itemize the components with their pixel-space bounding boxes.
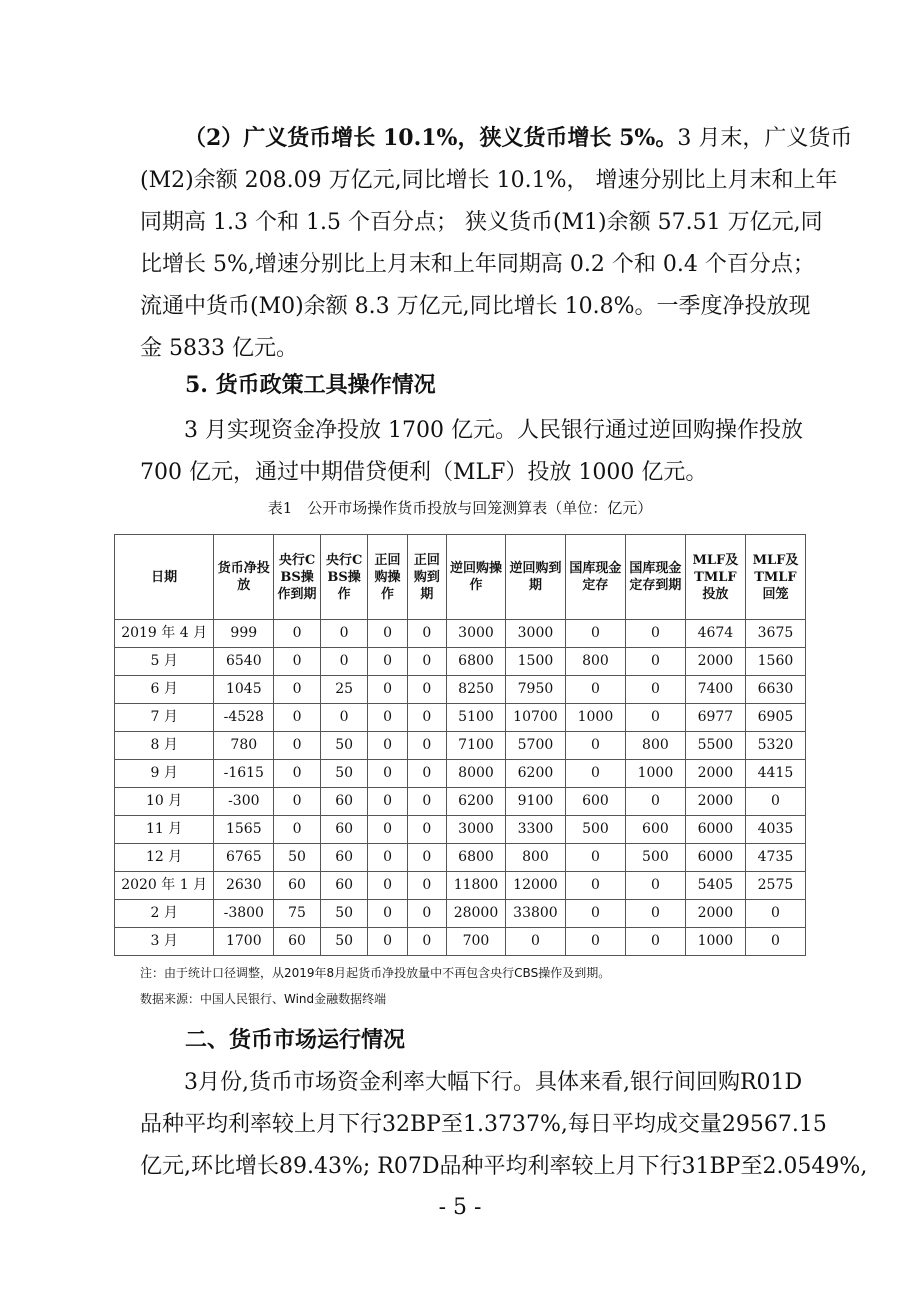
table-row: [115, 704, 806, 732]
value-cell: 600: [565, 788, 625, 816]
paragraph-line: 流通中货币(M0)余额 8.3 万亿元,同比增长 10.8%。一季度净投放现: [140, 294, 811, 319]
value-cell: 0: [368, 844, 407, 872]
value-cell: 6800: [447, 648, 506, 676]
value-cell: 3300: [505, 816, 565, 844]
column-header: 逆回购操作: [447, 535, 506, 620]
section-heading-monetary-tools: 5. 货币政策工具操作情况: [185, 372, 436, 398]
column-header: 央行CBS操作到期: [274, 535, 321, 620]
value-cell: 0: [274, 704, 321, 732]
value-cell: 0: [274, 760, 321, 788]
value-cell: 0: [407, 676, 446, 704]
value-cell: 0: [368, 760, 407, 788]
value-cell: 6765: [214, 844, 274, 872]
value-cell: 800: [625, 732, 685, 760]
value-cell: 5320: [745, 732, 805, 760]
value-cell: 6905: [745, 704, 805, 732]
value-cell: 0: [368, 928, 407, 956]
value-cell: 2000: [685, 648, 745, 676]
row-date-cell: 11 月: [115, 816, 214, 844]
data-source: 数据来源：中国人民银行、Wind金融数据终端: [140, 992, 387, 1006]
value-cell: -4528: [214, 704, 274, 732]
paragraph-text: 3 月末，广义货币: [677, 126, 853, 151]
value-cell: 75: [274, 900, 321, 928]
column-header: 逆回购到期: [505, 535, 565, 620]
value-cell: 0: [625, 788, 685, 816]
value-cell: 0: [274, 732, 321, 760]
value-cell: 2000: [685, 900, 745, 928]
value-cell: 0: [625, 872, 685, 900]
value-cell: 1700: [214, 928, 274, 956]
value-cell: 6540: [214, 648, 274, 676]
value-cell: 800: [565, 648, 625, 676]
value-cell: 0: [745, 900, 805, 928]
value-cell: 0: [368, 648, 407, 676]
value-cell: 50: [320, 732, 368, 760]
value-cell: 0: [368, 676, 407, 704]
value-cell: 700: [447, 928, 506, 956]
table-row: [115, 676, 806, 704]
paragraph-money-market: [140, 1062, 868, 1188]
value-cell: 0: [625, 648, 685, 676]
value-cell: 1000: [685, 928, 745, 956]
paragraph-line: 品种平均利率较上月下行32BP至1.3737%,每日平均成交量29567.15: [140, 1112, 827, 1137]
value-cell: 0: [368, 732, 407, 760]
paragraph-line: 3月份,货币市场资金利率大幅下行。具体来看,银行间回购R01D: [184, 1070, 803, 1095]
paragraph-line: 比增长 5%,增速分别比上月末和上年同期高 0.2 个和 0.4 个百分点；: [140, 252, 815, 277]
value-cell: -3800: [214, 900, 274, 928]
row-date-cell: 2 月: [115, 900, 214, 928]
value-cell: 0: [745, 928, 805, 956]
row-date-cell: 7 月: [115, 704, 214, 732]
value-cell: 1565: [214, 816, 274, 844]
value-cell: 0: [274, 816, 321, 844]
value-cell: 11800: [447, 872, 506, 900]
value-cell: 0: [565, 620, 625, 648]
table-row: [115, 732, 806, 760]
paragraph-lead: （2）广义货币增长 10.1%，狭义货币增长 5%。: [184, 125, 678, 151]
value-cell: 50: [274, 844, 321, 872]
row-date-cell: 8 月: [115, 732, 214, 760]
table-row: [115, 872, 806, 900]
value-cell: 0: [407, 788, 446, 816]
paragraph-line: 700 亿元，通过中期借贷便利（MLF）投放 1000 亿元。: [140, 460, 708, 485]
value-cell: 2000: [685, 760, 745, 788]
value-cell: 2630: [214, 872, 274, 900]
value-cell: 0: [407, 760, 446, 788]
column-header: MLF及TMLF回笼: [745, 535, 805, 620]
value-cell: 1000: [625, 760, 685, 788]
paragraph-line: 亿元,环比增长89.43%; R07D品种平均利率较上月下行31BP至2.0549%,: [140, 1154, 868, 1179]
value-cell: 60: [320, 788, 368, 816]
row-date-cell: 9 月: [115, 760, 214, 788]
value-cell: 999: [214, 620, 274, 648]
value-cell: 0: [407, 844, 446, 872]
value-cell: 5500: [685, 732, 745, 760]
value-cell: 0: [320, 620, 368, 648]
value-cell: 7400: [685, 676, 745, 704]
value-cell: 0: [407, 872, 446, 900]
value-cell: 1045: [214, 676, 274, 704]
value-cell: 60: [320, 872, 368, 900]
row-date-cell: 10 月: [115, 788, 214, 816]
value-cell: 50: [320, 928, 368, 956]
column-header: 正回购操作: [368, 535, 407, 620]
value-cell: 0: [320, 704, 368, 732]
table-row: [115, 788, 806, 816]
value-cell: 0: [274, 788, 321, 816]
value-cell: 12000: [505, 872, 565, 900]
value-cell: 0: [745, 788, 805, 816]
value-cell: 0: [505, 928, 565, 956]
value-cell: 0: [407, 900, 446, 928]
table-row: [115, 760, 806, 788]
column-header: 货币净投放: [214, 535, 274, 620]
value-cell: 0: [320, 648, 368, 676]
value-cell: 50: [320, 760, 368, 788]
value-cell: 0: [407, 928, 446, 956]
column-header: MLF及TMLF投放: [685, 535, 745, 620]
value-cell: 0: [625, 900, 685, 928]
value-cell: 6000: [685, 844, 745, 872]
value-cell: 0: [274, 620, 321, 648]
value-cell: 4035: [745, 816, 805, 844]
paragraph-money-supply: [140, 117, 853, 370]
paragraph-line: 3 月实现资金净投放 1700 亿元。人民银行通过逆回购操作投放: [184, 418, 803, 443]
value-cell: 6000: [685, 816, 745, 844]
value-cell: 2000: [685, 788, 745, 816]
value-cell: 6200: [447, 788, 506, 816]
value-cell: 0: [625, 620, 685, 648]
column-header: 央行CBS操作: [320, 535, 368, 620]
value-cell: 4415: [745, 760, 805, 788]
value-cell: 780: [214, 732, 274, 760]
value-cell: 3000: [447, 620, 506, 648]
value-cell: 6630: [745, 676, 805, 704]
value-cell: 3000: [447, 816, 506, 844]
value-cell: 3675: [745, 620, 805, 648]
column-header: 日期: [115, 535, 214, 620]
value-cell: 0: [274, 648, 321, 676]
row-date-cell: 2020 年 1 月: [115, 872, 214, 900]
paragraph-line: 同期高 1.3 个和 1.5 个百分点； 狭义货币(M1)余额 57.51 万亿元,同: [140, 210, 823, 235]
column-header: 正回购到期: [407, 535, 446, 620]
table-header-row: [115, 535, 806, 620]
value-cell: 0: [625, 676, 685, 704]
value-cell: 6800: [447, 844, 506, 872]
value-cell: 0: [565, 900, 625, 928]
value-cell: 0: [368, 704, 407, 732]
value-cell: 50: [320, 900, 368, 928]
value-cell: 3000: [505, 620, 565, 648]
value-cell: -300: [214, 788, 274, 816]
value-cell: 4674: [685, 620, 745, 648]
value-cell: 0: [368, 872, 407, 900]
value-cell: 5700: [505, 732, 565, 760]
value-cell: 0: [368, 620, 407, 648]
value-cell: 1000: [565, 704, 625, 732]
value-cell: 5405: [685, 872, 745, 900]
value-cell: 7950: [505, 676, 565, 704]
value-cell: 6977: [685, 704, 745, 732]
section-heading-money-market: 二、货币市场运行情况: [185, 1027, 406, 1053]
row-date-cell: 5 月: [115, 648, 214, 676]
value-cell: 8000: [447, 760, 506, 788]
table-caption: 表1 公开市场操作货币投放与回笼测算表（单位：亿元）: [267, 499, 653, 517]
value-cell: 0: [565, 676, 625, 704]
row-date-cell: 2019 年 4 月: [115, 620, 214, 648]
value-cell: 0: [274, 676, 321, 704]
value-cell: 7100: [447, 732, 506, 760]
value-cell: 0: [407, 648, 446, 676]
row-date-cell: 12 月: [115, 844, 214, 872]
value-cell: 1500: [505, 648, 565, 676]
value-cell: 0: [565, 872, 625, 900]
value-cell: 500: [565, 816, 625, 844]
value-cell: 28000: [447, 900, 506, 928]
value-cell: 600: [625, 816, 685, 844]
value-cell: 60: [320, 816, 368, 844]
value-cell: 800: [505, 844, 565, 872]
value-cell: 9100: [505, 788, 565, 816]
value-cell: 0: [368, 900, 407, 928]
page-number: - 5 -: [438, 1195, 482, 1220]
value-cell: 60: [274, 928, 321, 956]
value-cell: 0: [407, 704, 446, 732]
value-cell: 33800: [505, 900, 565, 928]
value-cell: 8250: [447, 676, 506, 704]
value-cell: 10700: [505, 704, 565, 732]
table-row: [115, 928, 806, 956]
table-row: [115, 648, 806, 676]
value-cell: 5100: [447, 704, 506, 732]
value-cell: 0: [407, 620, 446, 648]
table-row: [115, 844, 806, 872]
value-cell: 0: [565, 732, 625, 760]
value-cell: 60: [320, 844, 368, 872]
value-cell: 0: [565, 844, 625, 872]
column-header: 国库现金定存到期: [625, 535, 685, 620]
table-row: [115, 620, 806, 648]
value-cell: 25: [320, 676, 368, 704]
value-cell: 500: [625, 844, 685, 872]
value-cell: 0: [368, 788, 407, 816]
row-date-cell: 6 月: [115, 676, 214, 704]
value-cell: 0: [368, 816, 407, 844]
table-row: [115, 816, 806, 844]
value-cell: 2575: [745, 872, 805, 900]
value-cell: 0: [565, 928, 625, 956]
value-cell: 0: [407, 732, 446, 760]
value-cell: 1560: [745, 648, 805, 676]
paragraph-net-injection: [140, 410, 803, 494]
paragraph-line: (M2)余额 208.09 万亿元,同比增长 10.1%， 增速分别比上月末和上年: [140, 168, 838, 193]
table-row: [115, 900, 806, 928]
value-cell: 0: [565, 760, 625, 788]
value-cell: 4735: [745, 844, 805, 872]
paragraph-line: 金 5833 亿元。: [140, 336, 298, 361]
column-header: 国库现金定存: [565, 535, 625, 620]
row-date-cell: 3 月: [115, 928, 214, 956]
open-market-operations-table: [114, 534, 806, 956]
value-cell: 60: [274, 872, 321, 900]
table-note: 注：由于统计口径调整，从2019年8月起货币净投放量中不再包含央行CBS操作及到期。: [140, 966, 611, 980]
value-cell: 0: [625, 704, 685, 732]
value-cell: -1615: [214, 760, 274, 788]
value-cell: 0: [625, 928, 685, 956]
value-cell: 0: [407, 816, 446, 844]
value-cell: 6200: [505, 760, 565, 788]
